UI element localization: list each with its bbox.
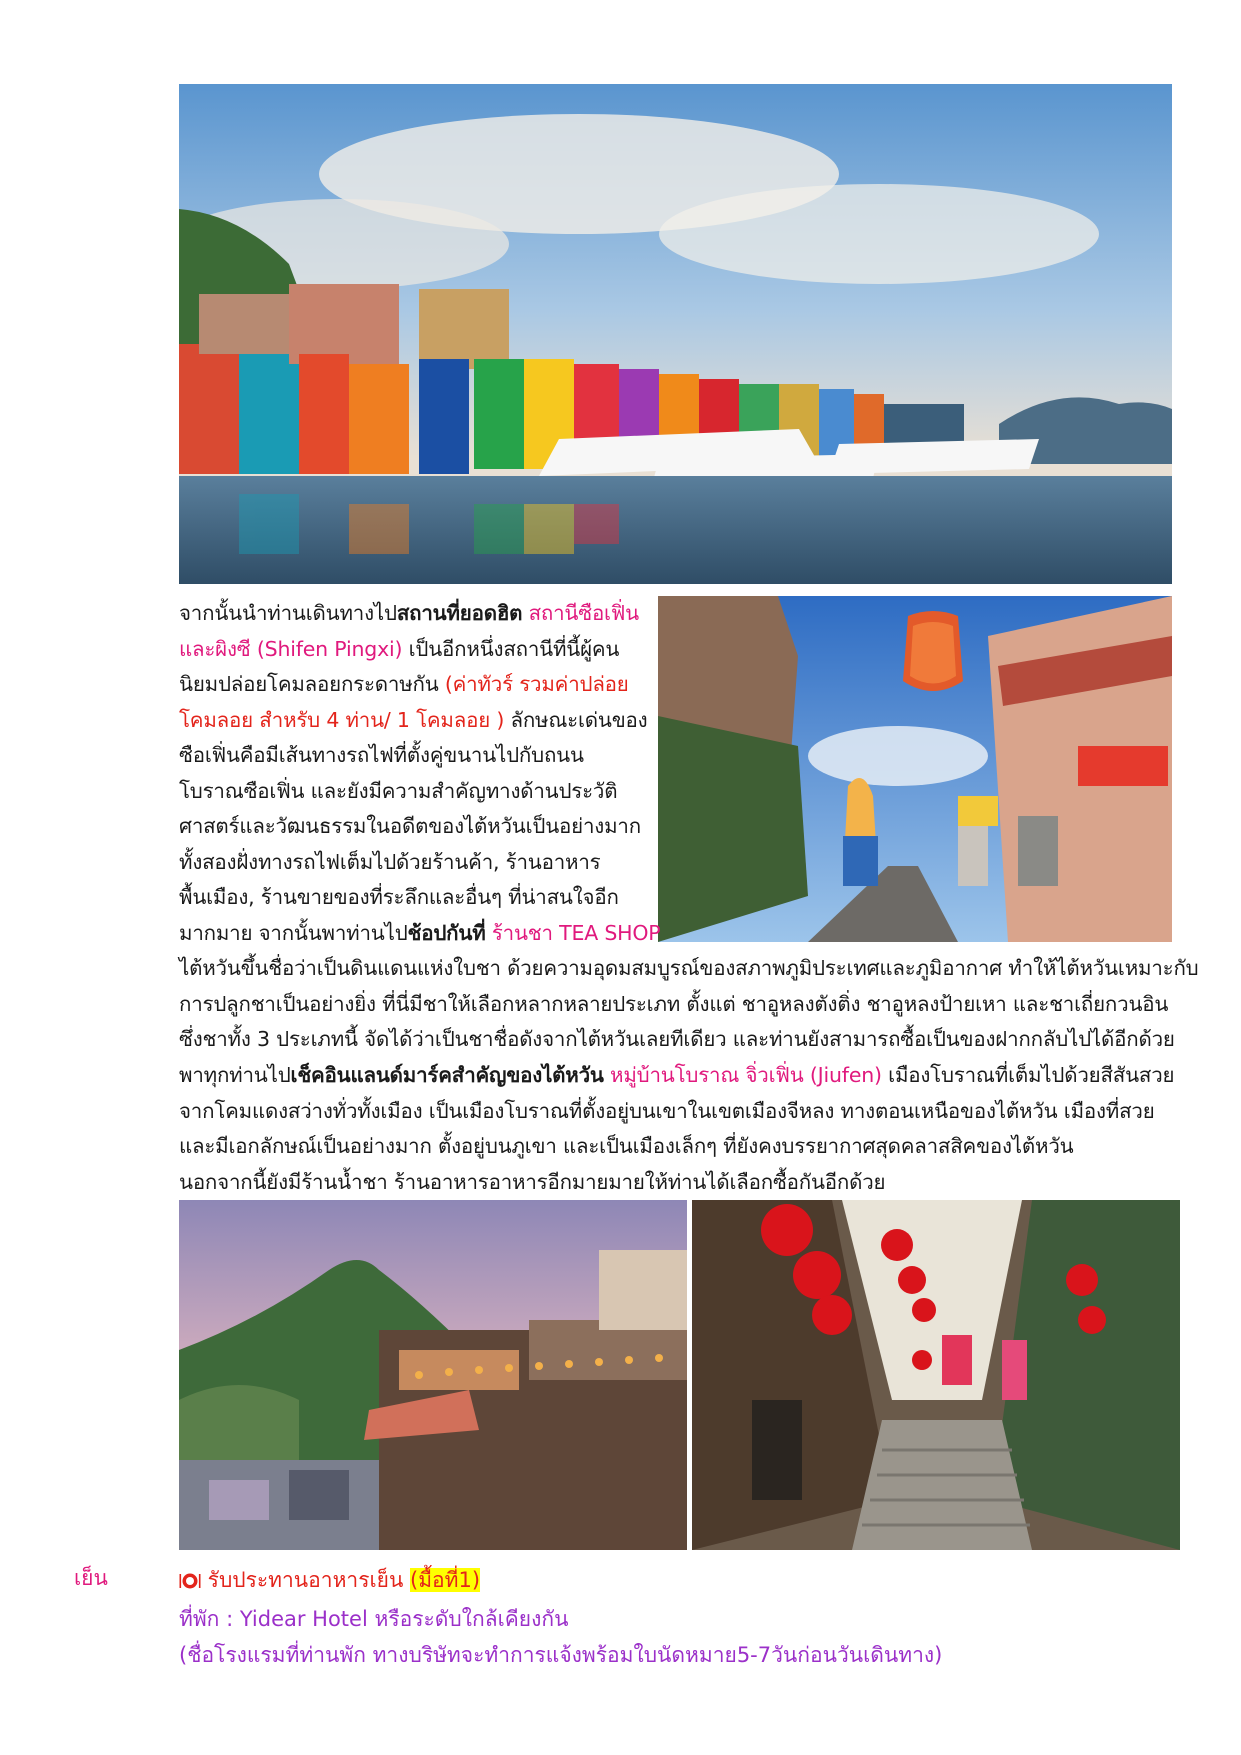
text-line: และมีเอกลักษณ์เป็นอย่างมาก ตั้งอยู่บนภูเขา และเป็นเมืองเล็กๆ ที่ยังคงบรรยากาศสุดคลาสสิคของไต้หวัน (179, 1134, 1074, 1158)
dinner-block (179, 1562, 942, 1673)
jiufen-stairs-photo (692, 1200, 1180, 1550)
text-line: นอกจากนี้ยังมีร้านน้ำชา ร้านอาหารอาหารอีกมายมายให้ท่านได้เลือกซื้อกันอีกด้วย (179, 1169, 886, 1194)
text-line: ทั้งสองฝั่งทางรถไฟเต็มไปด้วยร้านค้า, ร้านอาหาร (179, 849, 601, 874)
text-line: การปลูกชาเป็นอย่างยิ่ง ที่นี่มีชาให้เลือกหลากหลายประเภท ตั้งแต่ ชาอูหลงตังติ่ง ชาอูหลงป้ายเหา และชาเถี่ยกวนอิน (179, 991, 1169, 1016)
text-line: นิยมปล่อยโคมลอยกระดาษกัน (ค่าทัวร์ รวมค่าปล่อย (179, 672, 629, 696)
keelung-harbor-photo (179, 84, 1172, 584)
text-line: พาทุกท่านไปเช็คอินแลนด์มาร์คสำคัญของไต้หวัน หมู่บ้านโบราณ จิ่วเฟิ่น (Jiufen) เมืองโบราณที่เต็มไปด้วยสีสันสวย (179, 1063, 1175, 1087)
evening-label: เย็น (74, 1566, 108, 1590)
text-line: มากมาย จากนั้นพาท่านไปช้อปกันที่ ร้านชา TEA SHOP (179, 920, 661, 945)
jiufen-town-photo (179, 1200, 687, 1550)
dinner-line: รับประทานอาหารเย็น (มื้อที่1) (179, 1562, 942, 1601)
text-line: โบราณซือเฟิ่น และยังมีความสำคัญทางด้านประวัติ (179, 778, 618, 803)
jiufen-paragraph (179, 1058, 1175, 1200)
text-line: ศาสตร์และวัฒนธรรมในอดีตของไต้หวันเป็นอย่างมาก (179, 814, 641, 838)
hotel-note-line: (ชื่อโรงแรมที่ท่านพัก ทางบริษัทจะทำการแจ้งพร้อมใบนัดหมาย5-7วันก่อนวันเดินทาง) (179, 1643, 943, 1667)
text-line: พื้นเมือง, ร้านขายของที่ระลึกและอื่นๆ ที่น่าสนใจอีก (179, 885, 619, 909)
text-line: ซึ่งชาทั้ง 3 ประเภทนี้ จัดได้ว่าเป็นชาชื่อดังจากไต้หวันเลยทีเดียว และท่านยังสามารถซื้อเป็นของฝากกลับไปได้อีกด้วย (179, 1027, 1175, 1051)
plate-utensils-icon (179, 1565, 201, 1601)
text-line: ไต้หวันขึ้นชื่อว่าเป็นดินแดนแห่งใบชา ด้วยความอุดมสมบูรณ์ของสภาพภูมิประเทศและภูมิอากาศ ทำให้ไต้หวันเหมาะกับ (179, 956, 1199, 980)
shifen-paragraph (179, 596, 1199, 1058)
text-line: โคมลอย สำหรับ 4 ท่าน/ 1 โคมลอย ) ลักษณะเด่นของ (179, 707, 648, 732)
text-line: ซือเฟิ่นคือมีเส้นทางรถไฟที่ตั้งคู่ขนานไปกับถนน (179, 743, 584, 767)
text-line: จากโคมแดงสว่างทั่วทั้งเมือง เป็นเมืองโบราณที่ตั้งอยู่บนเขาในเขตเมืองจีหลง ทางตอนเหนือของไต้หวัน เมืองที่สวย (179, 1098, 1155, 1123)
text-line: และผิงซี (Shifen Pingxi) เป็นอีกหนึ่งสถานีที่นี้ผู้คน (179, 636, 620, 661)
text-line: จากนั้นนำท่านเดินทางไปสถานที่ยอดฮิต สถานีซือเฟิ่น (179, 601, 639, 625)
hotel-line: ที่พัก : Yidear Hotel หรือระดับใกล้เคียงกัน (179, 1607, 569, 1631)
